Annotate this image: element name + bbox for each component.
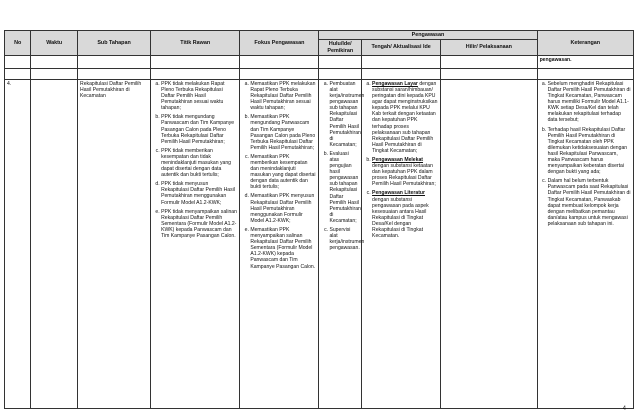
supervision-table: [4, 30, 634, 409]
blank-cell: [240, 68, 319, 79]
row-tengah: [362, 79, 441, 408]
row-hilir: [441, 79, 537, 408]
cont-cell: [441, 55, 537, 68]
header-sub-tahapan: Sub Tahapan: [78, 31, 151, 56]
list-item: b. Terhadap hasil Rekapitulasi Daftar Pemilih Hasil Pemutakhiran di Tingkat Kecamatan oleh PPK dilemukan ketidaksesuaian dengan hasil Rekapitulasi Panwascam, maka Panwascam harus menyampaikan keberatan disertai dengan bukti yang ada;: [548, 127, 631, 176]
cont-cell: [78, 55, 151, 68]
blank-cell: [441, 68, 537, 79]
cont-cell: [5, 55, 31, 68]
cont-cell: [151, 55, 240, 68]
list-item: a. PPK tidak melakukan Rapat Pleno Terbuka Rekapitulasi Daftar Pemilih Hasil Pemutakhiran sesuai waktu tahapan;: [161, 81, 237, 111]
list-item: b. PPK tidak mengundang Panwascam dan Tim Kampanye Pasangan Calon pada Pleno Terbuka Rekapitulasi Daftar Pemilih Hasil Pemutakhiran;: [161, 114, 237, 144]
table-row: [5, 79, 634, 408]
list-item: d. Memastikan PPK menyusun Rekapitulasi Daftar Pemilih Hasil Pemutakhiran menggunakan Formulir Model A1.2-KWK;: [250, 193, 316, 223]
row-keterangan: [537, 79, 633, 408]
header-fokus: Fokus Pengawasan: [240, 31, 319, 56]
list-item: c. Supervisi alat kerja/instrumen pengawasan.: [329, 227, 359, 251]
blank-cell: [151, 68, 240, 79]
header-waktu: Waktu: [31, 31, 78, 56]
list-item: b. Memastikan PPK mengundang Panwascam dan Tim Kampanye Pasangan Calon pada Pleno Terbuka Rekapitulasi Daftar Pemilih Hasil Pemutakhiran;: [250, 114, 316, 151]
row-sub-tahapan: Rekapitulasi Daftar Pemilih Hasil Pemutakhiran di Kecamatan: [78, 79, 151, 408]
row-waktu: [31, 79, 78, 408]
row-hulu: [319, 79, 365, 408]
item-text: dengan substansi saran/himbauan/ peringatan dini kepada KPU agar dapat menginstruksikan kepada PPK melalui KPU Kab terkait dengan ketaatan dan kepatuhan PPK terhadap proses pelaksanaan sub tahapan Rekapitulasi Daftar Pemilih Hasil Pemutakhiran di Tingkat Kecamatan;: [372, 80, 438, 154]
list-item: e. PPK tidak menyampaikan salinan Rekapitulasi Daftar Pemilih Sementara (Formulir Model A1.2-KWK) kepada Panwascam dan Tim Kampanye Pasangan Calon.: [161, 209, 237, 239]
blank-cell: [319, 68, 362, 79]
item-text: dengan substansi pengawasan pada aspek kesesuaian antara Hasil Rekapitulasi di Tingkat Desa/Kel dengan Rekapitulasi di Tingkat Kecamatan.: [372, 196, 429, 240]
header-keterangan: Keterangan: [537, 31, 633, 56]
row-no: 4.: [5, 79, 31, 408]
header-hilir: Hilir/ Pelaksanaan: [441, 40, 537, 56]
item-title: Pengawasan Melekat: [372, 157, 424, 164]
header-tengah: Tengah/ Aktualisasi Ide: [362, 40, 441, 56]
list-item: [372, 190, 438, 239]
row-titik-rawan: [151, 79, 240, 408]
cont-cell: [31, 55, 78, 68]
header-no: No: [5, 31, 31, 56]
header-titik-rawan: Titik Rawan: [151, 31, 240, 56]
blank-cell: [537, 68, 633, 79]
list-item: [372, 81, 438, 154]
row-fokus: [240, 79, 319, 408]
item-title: Pengawasan Literatur: [372, 190, 425, 197]
header-hulu: Hulu/Ide/ Pemikiran: [319, 40, 362, 56]
list-item: a. Pembuatan alat kerja/instrumen pengawasan sub tahapan Rekapitulasi Daftar Pemilih Hasil Pemutakhiran di Kecamatan;: [329, 81, 359, 148]
list-item: c. Memastikan PPK memberikan kesempatan dan menindaklanjuti masukan yang dapat disertai dengan data autentik dan bukti tertulis;: [250, 154, 316, 191]
blank-row: [5, 68, 634, 79]
list-item: b. Evaluasi atas pengujian hasil pengawasan sub tahapan Rekapitulasi Daftar Pemilih Hasil Pemutakhiran di Kecamatan;: [329, 151, 359, 224]
continuation-row: [5, 55, 634, 68]
cont-cell: [319, 55, 362, 68]
list-item: c. Dalam hal belum terbentuk Panwascam pada saat Rekapitulasi Daftar Pemilih Hasil Pemutakhiran di Tingkat Kecamatan, Panwaskab dapat membuat kelompok kerja dengan melibatkan pemantau dan/atau kampus untuk mengawasi pelaksanaan sub tahapan ini.: [548, 178, 631, 227]
list-item: [372, 157, 438, 187]
header-pengawasan: Pengawasan: [319, 31, 537, 40]
list-item: d. PPK tidak menyusun Rekapitulasi Daftar Pemilih Hasil Pemutakhiran menggunakan Formulir Model A1.2-KWK;: [161, 181, 237, 205]
cont-cell: [240, 55, 319, 68]
list-item: a. Memastikan PPK melakukan Rapat Pleno Terbuka Rekapitulasi Daftar Pemilih Hasil Pemutakhiran sesuai waktu tahapan;: [250, 81, 316, 111]
list-item: c. PPK tidak memberikan kesempatan dan tidak menindaklanjuti masukan yang dapat disertai dengan data autentik dan bukti tertulis;: [161, 148, 237, 178]
header-row-1: [5, 31, 634, 40]
page-number: 4: [622, 406, 626, 412]
blank-cell: [78, 68, 151, 79]
list-item: a. Sebelum menghadiri Rekapitulasi Daftar Pemilih Hasil Pemutakhiran di Tingkat Kecamatan, Panwascam harus memiliki Formulir Model A1.1-KWK setiap Desa/Kel dan telah melakukan rekapitulasi terhadap data tersebut;: [548, 81, 631, 124]
item-text: dengan substansi ketaatan dan kepatuhan PPK dalam proses Rekapitulasi Daftar Pemilih Hasil Pemutakhiran;: [372, 163, 436, 188]
blank-cell: [362, 68, 441, 79]
blank-cell: [5, 68, 31, 79]
list-item: e. Memastikan PPK menyampaikan salinan Rekapitulasi Daftar Pemilih Sementara (Formulir Model A1.2-KWK) kepada Panwascam dan Tim Kampanye Pasangan Calon.: [250, 227, 316, 270]
cont-cell: [362, 55, 441, 68]
item-title: Pengawasan Layar: [372, 80, 418, 87]
blank-cell: [31, 68, 78, 79]
cont-keterangan: pengawasan.: [537, 55, 633, 68]
